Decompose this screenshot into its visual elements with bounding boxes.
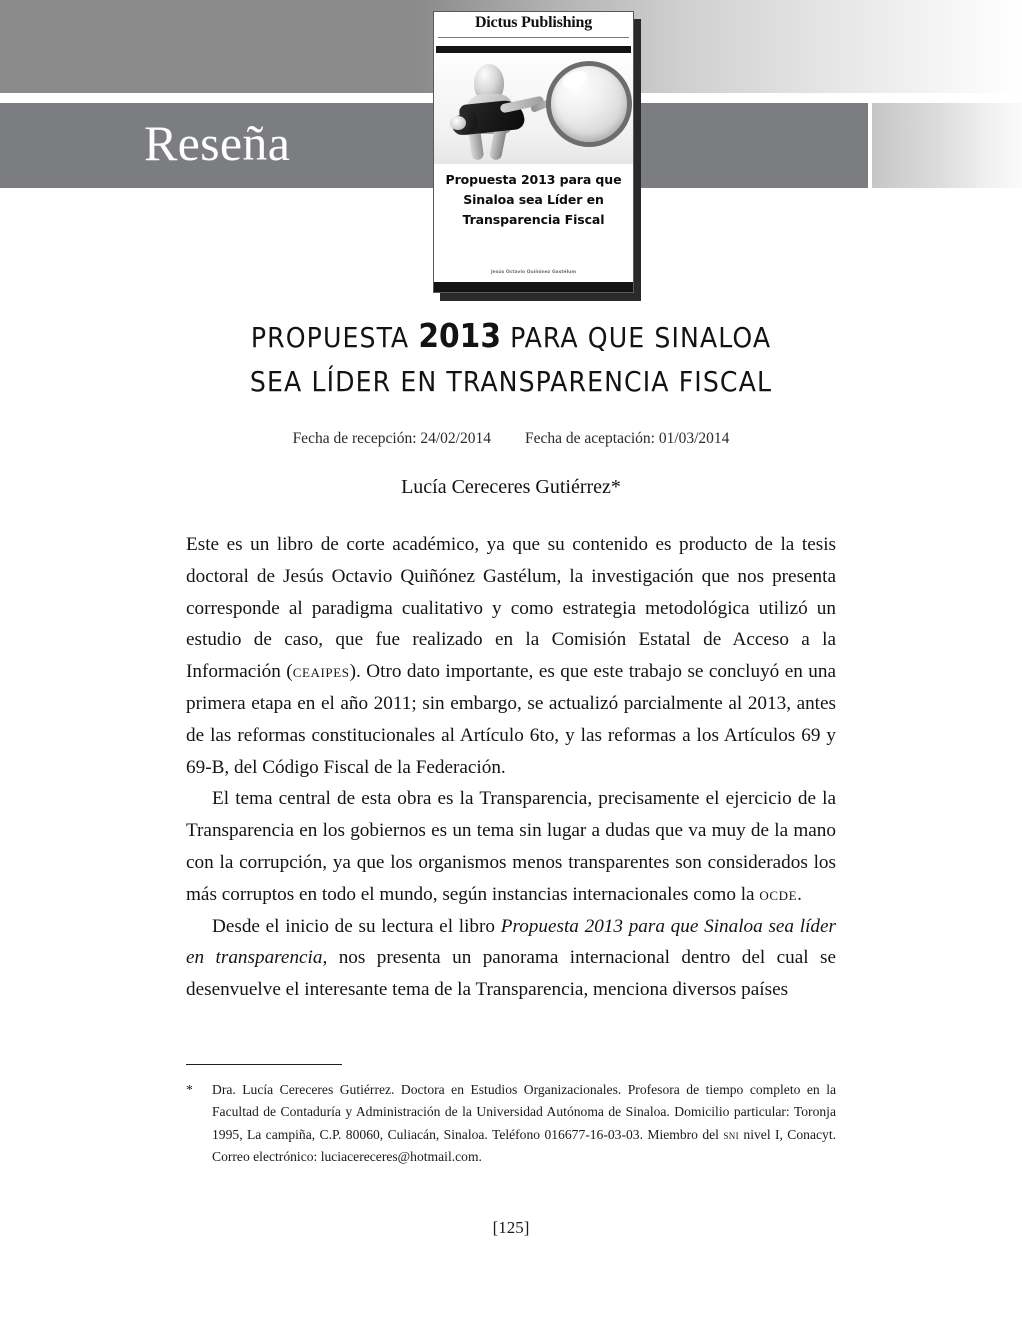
footnote-marker: * [186, 1082, 193, 1097]
cover-rule-thick [436, 46, 631, 53]
article-body [186, 529, 836, 1006]
paragraph-1 [186, 529, 836, 783]
article-content [186, 314, 836, 1006]
footnote-text [212, 1079, 836, 1169]
cover-bottom-band [434, 282, 633, 292]
p3-text-b: , nos presenta un panorama internacional dentro del cual se desenvuelve el interesante tema de la Transparencia, menciona diversos países [186, 947, 836, 1001]
cover-title-line-1: Propuesta 2013 para que [445, 172, 622, 187]
footnote-separator-rule [186, 1064, 342, 1065]
section-label: Reseña [144, 115, 291, 171]
p1-text-b: ). Otro dato importante, es que este trabajo se concluyó en una primera etapa en el año 2011; sin embargo, se actualizó parcialmente al 2013, antes de las reformas constitucionales al Artículo 6to, y las reformas a los Artículos 69 y 69-B, del Código Fiscal de la Federación. [186, 661, 836, 778]
cover-rule-thin [438, 37, 629, 38]
p2-text-b: . [797, 883, 802, 905]
page-number: [125] [492, 1218, 530, 1237]
p3-text-a: Desde el inicio de su lectura el libro [212, 915, 501, 937]
footnote-text-b: nivel I, Conacyt. Correo electrónico: luciacereceres@hotmail.com. [212, 1126, 836, 1165]
publication-dates [186, 430, 836, 448]
book-title-italic: Propuesta 2013 para que Sinaloa sea líder en transparencia [186, 915, 836, 969]
header-band-right-gradient [872, 103, 1022, 188]
p1-text-a: Este es un libro de corte académico, ya que su contenido es producto de la tesis doctoral de Jesús Octavio Quiñónez Gastélum, la investigación que nos presenta corresponde al paradigma cualitativo y como estrategia metodológica utilizó un estudio de caso, que fue realizado en la Comisión Estatal de Acceso a la Información ( [186, 534, 836, 683]
footnote-body [186, 1079, 836, 1169]
figure-cuff [450, 116, 466, 130]
cover-title-line-3: Transparencia Fiscal [462, 212, 605, 227]
magnifier-lens-icon [546, 61, 632, 147]
paragraph-2 [186, 783, 836, 910]
article-title-line-2: SEA LÍDER EN TRANSPARENCIA FISCAL [249, 365, 773, 398]
p2-text-a: El tema central de esta obra es la Transparencia, precisamente el ejercicio de la Transparencia en los gobiernos es un tema sin lugar a dudas que va muy de la mano con la corrupción, ya que los organismos menos transparentes son considerados los más corruptos en todo el mundo, según instancias internacionales como la [186, 788, 836, 905]
paragraph-3 [186, 911, 836, 1006]
acceptance-date: Fecha de aceptación: 01/03/2014 [524, 430, 730, 447]
article-title-year: 2013 [418, 316, 501, 355]
acronym-ceaipes: ceaipes [292, 661, 350, 682]
book-cover-figure [433, 11, 641, 301]
book-cover [433, 11, 634, 293]
footnote-text-a: Dra. Lucía Cereceres Gutiérrez. Doctora en Estudios Organizacionales. Profesora de tiempo completo en la Facultad de Contaduría y Administración de la Universidad Autónoma de Sinaloa. Domicilio particular: Toronja 1995, La campiña, C.P. 80060, Culiacán, Sinaloa. Teléfono 016677-16-03-03. Miembro del [212, 1082, 836, 1142]
acronym-sni: sni [723, 1127, 740, 1142]
reception-date: Fecha de recepción: 24/02/2014 [292, 430, 491, 447]
article-title [186, 314, 836, 404]
article-title-part-1: PROPUESTA [250, 321, 419, 354]
acronym-ocde: ocde [759, 883, 798, 904]
cover-artwork-magnifying-glass-icon [434, 56, 633, 164]
article-author: Lucía Cereceres Gutiérrez* [401, 476, 621, 498]
cover-title-line-2: Sinaloa sea Líder en [463, 192, 604, 207]
article-title-part-2: PARA QUE SINALOA [500, 321, 772, 354]
book-publisher-name: Dictus Publishing [474, 14, 593, 31]
book-cover-title [442, 170, 625, 230]
footnote [186, 1064, 836, 1169]
book-cover-author: Jesús Octavio Quiñónez Gastélum [490, 270, 577, 275]
